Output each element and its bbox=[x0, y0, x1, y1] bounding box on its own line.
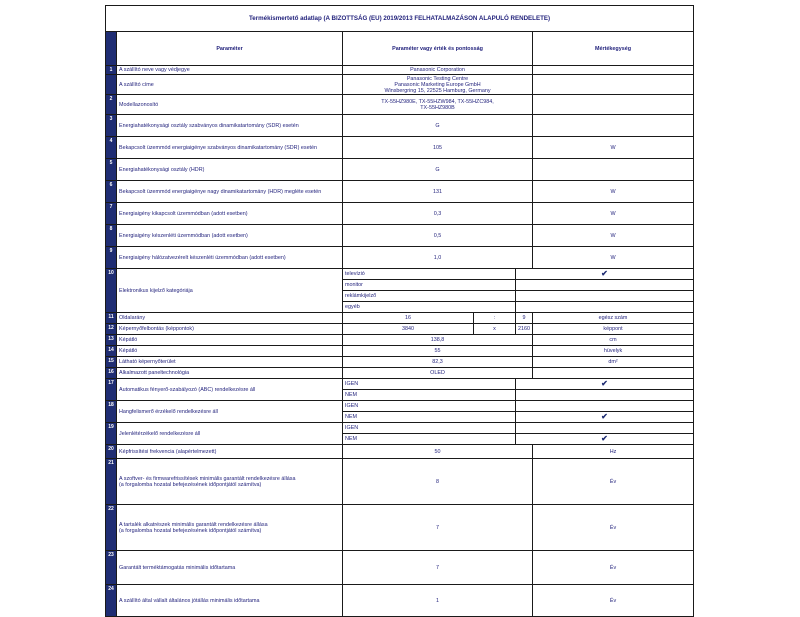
parameter-value bbox=[343, 95, 533, 115]
category-option: egyéb bbox=[343, 302, 516, 313]
parameter-value-line: TX-55HZ980E, TX-55HZW984, TX-55HZC984, bbox=[381, 98, 494, 105]
parameter-value: OLED bbox=[343, 368, 533, 379]
parameter-unit bbox=[533, 95, 694, 115]
option-yes-check bbox=[516, 423, 694, 434]
row-number: 24 bbox=[106, 585, 117, 617]
parameter-label: Jelenlétérzékelő rendelkezésre áll bbox=[117, 423, 343, 445]
value-a: 16 bbox=[343, 313, 474, 324]
sheet-title: Termékismertető adatlap (A BIZOTTSÁG (EU) 2019/2013 FELHATALMAZÁSON ALAPULÓ RENDELETE) bbox=[106, 6, 694, 32]
parameter-value-line: Winsbergring 15, 22525 Hamburg, Germany bbox=[384, 87, 491, 94]
option-no: NEM bbox=[343, 434, 516, 445]
parameter-value: 0,5 bbox=[343, 225, 533, 247]
parameter-label-line: (a forgalomba hozatal befejezésének időpontjától számítva) bbox=[119, 481, 262, 488]
option-yes: IGEN bbox=[343, 401, 516, 412]
option-no-check bbox=[516, 390, 694, 401]
parameter-unit bbox=[533, 368, 694, 379]
value-separator: : bbox=[474, 313, 516, 324]
row-number: 4 bbox=[106, 137, 117, 159]
row-number: 5 bbox=[106, 159, 117, 181]
parameter-label: Elektronikus kijelző kategóriája bbox=[117, 269, 343, 313]
parameter-unit bbox=[533, 115, 694, 137]
row-number: 20 bbox=[106, 445, 117, 459]
parameter-label: Képátló bbox=[117, 346, 343, 357]
parameter-unit: Év bbox=[533, 551, 694, 585]
category-option: reklámkijelző bbox=[343, 291, 516, 302]
category-option: monitor bbox=[343, 280, 516, 291]
parameter-value bbox=[343, 75, 533, 95]
parameter-label-line: A tartalék alkatrészek minimális garantált rendelkezésre állása bbox=[119, 521, 268, 528]
checkmark-icon: ✔ bbox=[601, 411, 608, 421]
row-number: 2 bbox=[106, 95, 117, 115]
parameter-value: 8 bbox=[343, 459, 533, 505]
parameter-label bbox=[117, 585, 343, 617]
row-number: 1 bbox=[106, 66, 117, 75]
row-number: 15 bbox=[106, 357, 117, 368]
row-number: 9 bbox=[106, 247, 117, 269]
product-information-sheet bbox=[105, 5, 694, 617]
row-number: 23 bbox=[106, 551, 117, 585]
parameter-label bbox=[117, 459, 343, 505]
parameter-label bbox=[117, 551, 343, 585]
parameter-unit: W bbox=[533, 137, 694, 159]
parameter-label: Látható képernyőterület bbox=[117, 357, 343, 368]
parameter-value: 0,3 bbox=[343, 203, 533, 225]
parameter-unit bbox=[533, 75, 694, 95]
header-value: Paraméter vagy érték és pontosság bbox=[343, 32, 533, 66]
header-parameter: Paraméter bbox=[117, 32, 343, 66]
parameter-value: 82,3 bbox=[343, 357, 533, 368]
row-number: 18 bbox=[106, 401, 117, 423]
parameter-label: Energiaigény hálózatvezérelt készenléti üzemmódban (adott esetben) bbox=[117, 247, 343, 269]
parameter-unit: W bbox=[533, 225, 694, 247]
parameter-unit: Év bbox=[533, 459, 694, 505]
parameter-label-line: A szállító által vállalt általános jótállás minimális időtartama bbox=[119, 597, 260, 604]
parameter-label-line: (a forgalomba hozatal befejezésének időpontjától számítva) bbox=[119, 527, 262, 534]
parameter-label: Képátló bbox=[117, 335, 343, 346]
category-check bbox=[516, 280, 694, 291]
category-check bbox=[516, 302, 694, 313]
option-yes: IGEN bbox=[343, 379, 516, 390]
parameter-value: G bbox=[343, 159, 533, 181]
parameter-label-line: A szoftver- és firmwarefrissítések minimális garantált rendelkezésre állása bbox=[119, 475, 296, 482]
checkmark-icon: ✔ bbox=[601, 378, 608, 388]
parameter-label: A szállító címe bbox=[117, 75, 343, 95]
row-number: 17 bbox=[106, 379, 117, 401]
parameter-value: 105 bbox=[343, 137, 533, 159]
row-number: 22 bbox=[106, 505, 117, 551]
parameter-label: Modellazonosító bbox=[117, 95, 343, 115]
parameter-unit: cm bbox=[533, 335, 694, 346]
parameter-value-line: TX-55HZ980B bbox=[420, 104, 455, 111]
row-number: 11 bbox=[106, 313, 117, 324]
category-option: televízió bbox=[343, 269, 516, 280]
parameter-value: 7 bbox=[343, 505, 533, 551]
row-number: 13 bbox=[106, 335, 117, 346]
value-a: 3840 bbox=[343, 324, 474, 335]
parameter-unit: W bbox=[533, 203, 694, 225]
parameter-unit: dm² bbox=[533, 357, 694, 368]
parameter-label: Energiahatékonysági osztály (HDR) bbox=[117, 159, 343, 181]
parameter-label: Energiahatékonysági osztály szabványos dinamikatartomány (SDR) esetén bbox=[117, 115, 343, 137]
parameter-unit bbox=[533, 66, 694, 75]
category-check bbox=[516, 291, 694, 302]
parameter-unit: Év bbox=[533, 505, 694, 551]
parameter-unit: Hz bbox=[533, 445, 694, 459]
parameter-unit: képpont bbox=[533, 324, 694, 335]
option-yes: IGEN bbox=[343, 423, 516, 434]
row-number: 19 bbox=[106, 423, 117, 445]
row-number: 16 bbox=[106, 368, 117, 379]
parameter-unit bbox=[533, 159, 694, 181]
parameter-label: Oldalarány bbox=[117, 313, 343, 324]
parameter-value: 131 bbox=[343, 181, 533, 203]
parameter-value: G bbox=[343, 115, 533, 137]
parameter-unit: W bbox=[533, 181, 694, 203]
header-unit: Mértékegység bbox=[533, 32, 694, 66]
parameter-label bbox=[117, 505, 343, 551]
option-no-check bbox=[516, 412, 694, 423]
parameter-value-line: Panasonic Marketing Europe GmbH bbox=[394, 81, 481, 88]
option-no: NEM bbox=[343, 390, 516, 401]
parameter-label: Hangfelismerő érzékelő rendelkezésre áll bbox=[117, 401, 343, 423]
option-yes-check bbox=[516, 401, 694, 412]
parameter-value: 55 bbox=[343, 346, 533, 357]
checkmark-icon: ✔ bbox=[601, 268, 608, 278]
option-no-check bbox=[516, 434, 694, 445]
parameter-label-line: Garantált terméktámogatás minimális időtartama bbox=[119, 564, 236, 571]
parameter-label: Energiaigény készenléti üzemmódban (adott esetben) bbox=[117, 225, 343, 247]
parameter-label: Alkalmazott paneltechnológia bbox=[117, 368, 343, 379]
parameter-label: Bekapcsolt üzemmód energiaigénye nagy dinamikatartomány (HDR) megléte esetén bbox=[117, 181, 343, 203]
row-number: 21 bbox=[106, 459, 117, 505]
checkmark-icon: ✔ bbox=[601, 433, 608, 443]
value-b: 9 bbox=[516, 313, 533, 324]
row-number: 6 bbox=[106, 181, 117, 203]
parameter-label: Energiaigény kikapcsolt üzemmódban (adott esetben) bbox=[117, 203, 343, 225]
parameter-label: Képfrissítési frekvencia (alapértelmezett) bbox=[117, 445, 343, 459]
parameter-label: Automatikus fényerő-szabályozó (ABC) rendelkezésre áll bbox=[117, 379, 343, 401]
parameter-label: Képernyőfelbontás (képpontok) bbox=[117, 324, 343, 335]
parameter-value-line: Panasonic Testing Centre bbox=[406, 75, 469, 82]
option-no: NEM bbox=[343, 412, 516, 423]
parameter-unit: hüvelyk bbox=[533, 346, 694, 357]
category-check bbox=[516, 269, 694, 280]
row-number: 8 bbox=[106, 225, 117, 247]
parameter-value: 1 bbox=[343, 585, 533, 617]
parameter-unit: egész szám bbox=[533, 313, 694, 324]
row-number: 10 bbox=[106, 269, 117, 313]
parameter-label: A szállító neve vagy védjegye bbox=[117, 66, 343, 75]
parameter-value: 7 bbox=[343, 551, 533, 585]
parameter-value: 50 bbox=[343, 445, 533, 459]
row-number bbox=[106, 75, 117, 95]
row-number: 3 bbox=[106, 115, 117, 137]
value-b: 2160 bbox=[516, 324, 533, 335]
header-num-blank bbox=[106, 32, 117, 66]
row-number: 14 bbox=[106, 346, 117, 357]
parameter-value: 1,0 bbox=[343, 247, 533, 269]
row-number: 12 bbox=[106, 324, 117, 335]
parameter-unit: W bbox=[533, 247, 694, 269]
parameter-value: 138,8 bbox=[343, 335, 533, 346]
parameter-label: Bekapcsolt üzemmód energiaigénye szabványos dinamikatartomány (SDR) esetén bbox=[117, 137, 343, 159]
value-separator: x bbox=[474, 324, 516, 335]
parameter-value: Panasonic Corporation bbox=[343, 66, 533, 75]
row-number: 7 bbox=[106, 203, 117, 225]
option-yes-check bbox=[516, 379, 694, 390]
parameter-unit: Év bbox=[533, 585, 694, 617]
